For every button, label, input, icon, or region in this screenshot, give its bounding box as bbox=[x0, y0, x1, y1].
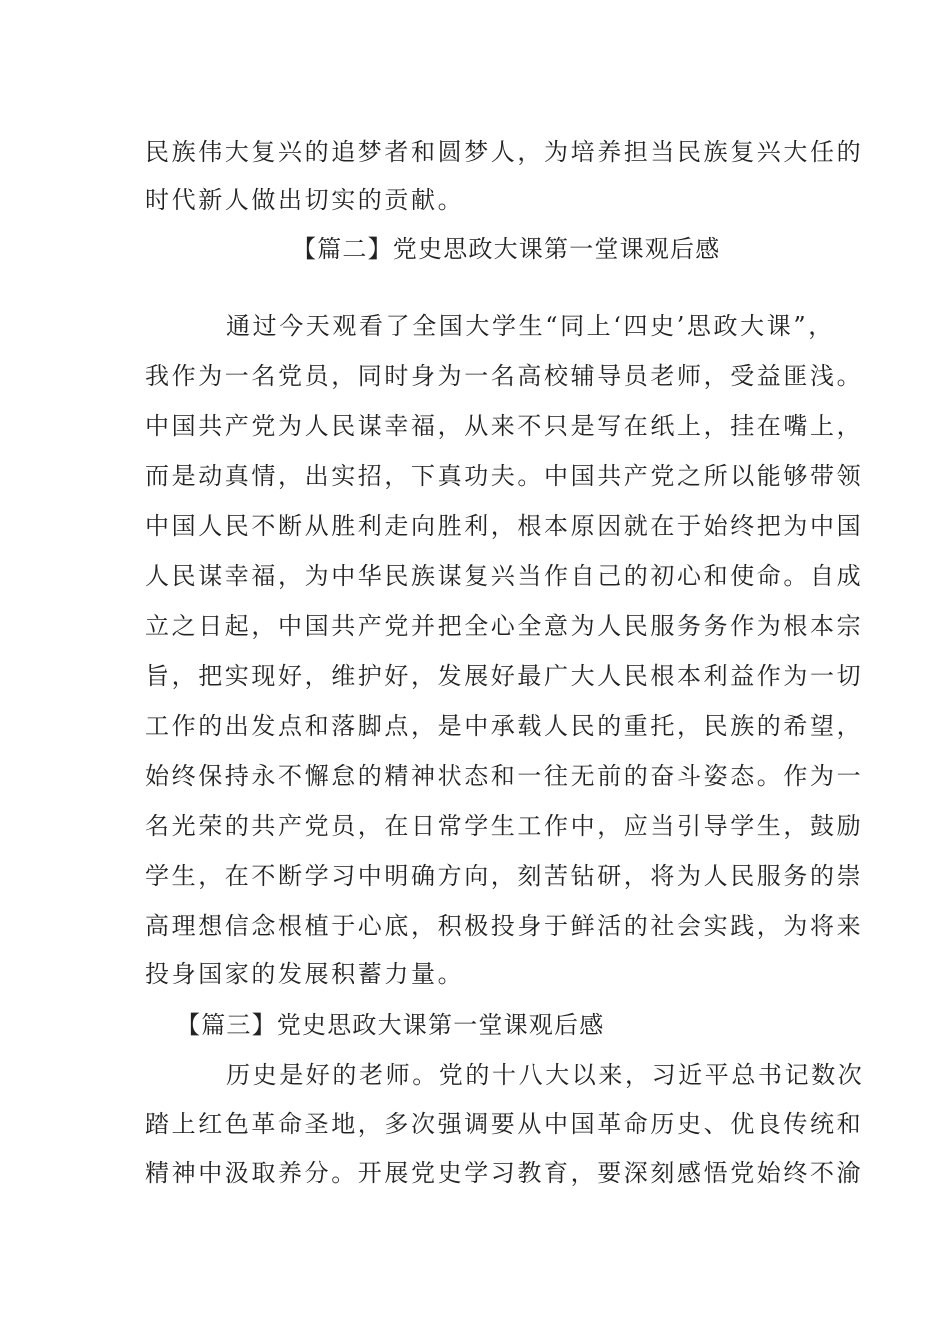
paragraph-line: 而是动真情，出实招，下真功夫。中国共产党之所以能够带领 bbox=[145, 462, 864, 490]
paragraph-line: 通过今天观看了全国大学生“同上‘四史’思政大课”， bbox=[226, 312, 835, 340]
paragraph-line: 历史是好的老师。党的十八大以来，习近平总书记数次 bbox=[226, 1061, 865, 1089]
section-three-heading: 【篇三】党史思政大课第一堂课观后感 bbox=[176, 1011, 605, 1039]
paragraph-line: 我作为一名党员，同时身为一名高校辅导员老师，受益匪浅。 bbox=[145, 362, 864, 390]
paragraph-line: 踏上红色革命圣地，多次强调要从中国革命历史、优良传统和 bbox=[145, 1110, 864, 1138]
paragraph-line: 学生，在不断学习中明确方向，刻苦钻研，将为人民服务的崇 bbox=[145, 862, 864, 890]
paragraph-line: 旨，把实现好，维护好，发展好最广大人民根本利益作为一切 bbox=[145, 662, 864, 690]
paragraph-line: 中国共产党为人民谋幸福，从来不只是写在纸上，挂在嘴上， bbox=[145, 412, 864, 440]
paragraph-line: 人民谋幸福，为中华民族谋复兴当作自己的初心和使命。自成 bbox=[145, 562, 864, 590]
paragraph-line: 精神中汲取养分。开展党史学习教育，要深刻感悟党始终不渝 bbox=[145, 1159, 864, 1187]
paragraph-line: 高理想信念根植于心底，积极投身于鲜活的社会实践，为将来 bbox=[145, 912, 864, 940]
paragraph-line: 投身国家的发展积蓄力量。 bbox=[145, 960, 465, 988]
section-two-heading: 【篇二】党史思政大课第一堂课观后感 bbox=[292, 235, 721, 263]
paragraph-line: 民族伟大复兴的追梦者和圆梦人，为培养担当民族复兴大任的 bbox=[145, 138, 864, 166]
paragraph-line: 工作的出发点和落脚点，是中承载人民的重托，民族的希望， bbox=[145, 712, 864, 740]
paragraph-line: 名光荣的共产党员，在日常学生工作中，应当引导学生，鼓励 bbox=[145, 812, 864, 840]
paragraph-line: 始终保持永不懈怠的精神状态和一往无前的奋斗姿态。作为一 bbox=[145, 762, 864, 790]
paragraph-line: 时代新人做出切实的贡献。 bbox=[145, 186, 465, 214]
paragraph-line: 中国人民不断从胜利走向胜利，根本原因就在于始终把为中国 bbox=[145, 512, 864, 540]
paragraph-line: 立之日起，中国共产党并把全心全意为人民服务务作为根本宗 bbox=[145, 612, 864, 640]
